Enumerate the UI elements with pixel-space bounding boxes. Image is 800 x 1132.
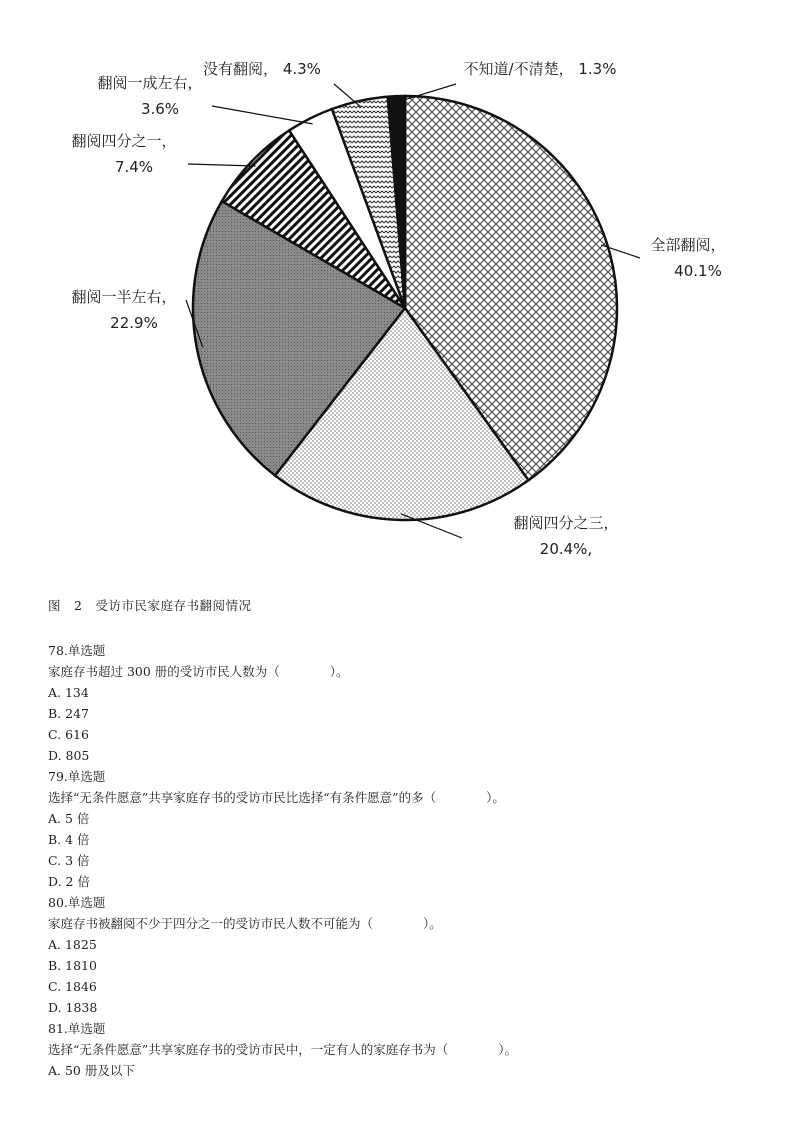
- figure-caption: 图 2 受访市民家庭存书翻阅情况: [48, 598, 252, 613]
- answer-option: A. 1825: [48, 937, 97, 952]
- slice-value-label: 20.4%,: [539, 540, 593, 558]
- question-number: 81.单选题: [48, 1021, 106, 1036]
- question-list: [48, 640, 768, 1081]
- slice-label: 没有翻阅， 4.3%: [203, 60, 321, 78]
- slice-value-label: 7.4%: [114, 158, 154, 176]
- slice-value-label: 22.9%: [110, 314, 158, 332]
- answer-option: B. 4 倍: [48, 832, 90, 847]
- question-number: 78.单选题: [48, 643, 106, 658]
- question-stem: 家庭存书超过 300 册的受访市民人数为（ ）。: [48, 664, 349, 679]
- answer-option: A. 50 册及以下: [48, 1063, 135, 1078]
- slice-label: 翻阅四分之一，: [71, 132, 177, 150]
- slice-value-label: 40.1%: [674, 262, 722, 280]
- slice-label: 翻阅四分之三，: [513, 514, 619, 532]
- question-number: 79.单选题: [48, 769, 106, 784]
- answer-option: A. 134: [48, 685, 89, 700]
- slice-label: 翻阅一半左右，: [71, 288, 177, 306]
- answer-option: C. 3 倍: [48, 853, 90, 868]
- answer-option: C. 1846: [48, 979, 97, 994]
- answer-option: A. 5 倍: [48, 811, 90, 826]
- answer-option: B. 247: [48, 706, 89, 721]
- slice-label: 翻阅一成左右，: [97, 74, 203, 92]
- slice-value-label: 3.6%: [140, 100, 180, 118]
- question-stem: 选择“无条件愿意”共享家庭存书的受访市民比选择“有条件愿意”的多（ ）。: [48, 790, 505, 805]
- leader-line: [212, 106, 313, 124]
- question-stem: 家庭存书被翻阅不少于四分之一的受访市民人数不可能为（ ）。: [48, 916, 442, 931]
- slice-label: 全部翻阅，: [650, 236, 726, 254]
- question-number: 80.单选题: [48, 895, 106, 910]
- slice-label: 不知道/不清楚， 1.3%: [463, 60, 617, 78]
- answer-option: D. 1838: [48, 1000, 98, 1015]
- leader-line: [188, 164, 256, 166]
- answer-option: D. 2 倍: [48, 874, 90, 889]
- answer-option: C. 616: [48, 727, 89, 742]
- answer-option: B. 1810: [48, 958, 97, 973]
- question-stem: 选择“无条件愿意”共享家庭存书的受访市民中，一定有人的家庭存书为（ ）。: [48, 1042, 518, 1057]
- answer-option: D. 805: [48, 748, 90, 763]
